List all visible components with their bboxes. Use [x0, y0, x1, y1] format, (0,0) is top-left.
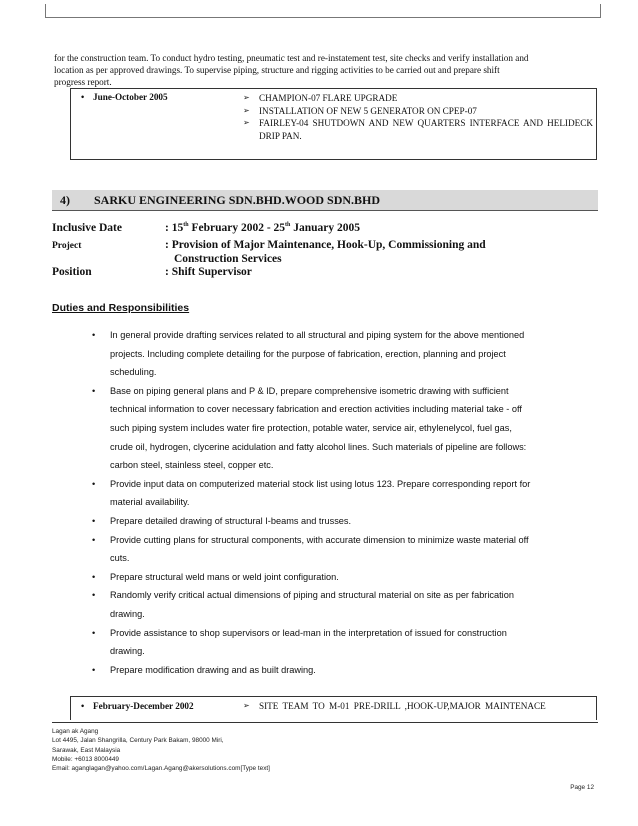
bullet-icon: • [92, 478, 96, 489]
arrow-bullet-icon: ➢ [243, 701, 250, 710]
list-item-text: CHAMPION-07 FLARE UPGRADE [259, 93, 398, 103]
duty-line: Provide cutting plans for structural components, with accurate dimension to minimize waste material off [110, 534, 529, 545]
duty-line: cuts. [110, 553, 130, 564]
list-item-text: FAIRLEY-04 SHUTDOWN AND NEW QUARTERS INTERFACE AND HELIDECK DRIP PAN. [259, 118, 593, 141]
project-value: : Provision of Major Maintenance, Hook-Up, Commissioning and [165, 239, 486, 251]
duty-line: drawing. [110, 646, 145, 657]
project-list [243, 92, 593, 142]
date-text: February-December 2002 [93, 701, 194, 711]
bullet-icon: • [92, 385, 96, 396]
duties-heading: Duties and Responsibilities [52, 302, 190, 314]
footer [52, 727, 598, 791]
list-item [243, 92, 593, 105]
arrow-bullet-icon: ➢ [243, 118, 250, 127]
duty-line: scheduling. [110, 367, 157, 378]
project-value-continued: Construction Services [174, 253, 282, 265]
inclusive-date-value: : 15th February 2002 - 25th January 2005 [165, 222, 361, 234]
intro-line: for the construction team. To conduct hydro testing, pneumatic test and re-instatement test, site checks and verify installation and [54, 53, 529, 63]
intro-paragraph [54, 52, 594, 88]
footer-address-2: Sarawak, East Malaysia [52, 746, 121, 754]
list-item [243, 105, 593, 118]
footer-address-1: Lot 4495, Jalan Shangrilla, Century Park Bakam, 98000 Miri, [52, 737, 224, 745]
bullet-icon: • [92, 590, 96, 601]
position-label: Position [52, 266, 92, 278]
date-text: June-October 2005 [93, 92, 168, 102]
page-number: Page 12 [570, 783, 594, 791]
project-table-2005 [70, 88, 597, 160]
duty-line: projects. Including complete detailing for the purpose of fabrication, erection, planning and project [110, 348, 506, 359]
duty-line: In general provide drafting services related to all structural and piping system for the above mentioned [110, 330, 525, 340]
duty-item [92, 512, 592, 531]
project-label: Project [52, 241, 82, 251]
position-value: : Shift Supervisor [165, 266, 252, 278]
bullet-icon: • [92, 515, 96, 526]
duty-item [92, 586, 592, 623]
duties-list [92, 326, 592, 679]
bullet-icon: • [92, 330, 96, 340]
duty-line: Prepare detailed drawing of structural I-beams and trusses. [110, 515, 352, 526]
section-number: 4) [60, 193, 70, 207]
duty-item [92, 624, 592, 661]
duty-line: carbon steel, stainless steel, copper etc. [110, 460, 274, 471]
duty-line: crude oil, hydrogen, clycerine acidulation and fatty alcohol lines. Such materials of pipeline are follows: [110, 441, 527, 452]
footer-mobile: Mobile: +6013 8000449 [52, 755, 119, 763]
list-item-text: SITE TEAM TO M-01 PRE-DRILL ,HOOK-UP,MAJOR MAINTENACE [259, 701, 546, 711]
duty-line: Provide assistance to shop supervisors or lead-man in the interpretation of issued for construction [110, 627, 507, 638]
footer-name: Lagan ak Agang [52, 728, 99, 735]
intro-line: location as per approved drawings. To supervise piping, structure and rigging activities to be carried out and prepare shift [54, 65, 500, 75]
footer-divider [52, 722, 598, 723]
duty-item [92, 531, 592, 568]
duty-item [92, 382, 592, 475]
duty-line: technical information to cover necessary fabrication and erection activities including material take - off [110, 404, 522, 415]
arrow-bullet-icon: ➢ [243, 105, 250, 115]
period-date [81, 701, 194, 711]
footer-email: Email: aganglagan@yahoo.com/Lagan.Agang@akersolutions.com[Type text] [52, 765, 270, 773]
intro-line: progress report. [54, 77, 112, 87]
duty-line: Base on piping general plans and P & ID, prepare comprehensive isometric drawing with sufficient [110, 385, 509, 396]
company-name: SARKU ENGINEERING SDN.BHD.WOOD SDN.BHD [94, 193, 381, 207]
bullet-icon: • [92, 627, 96, 638]
arrow-bullet-icon: ➢ [243, 93, 250, 102]
page-border [45, 4, 601, 18]
duty-item [92, 661, 592, 680]
duty-line: Prepare modification drawing and as built drawing. [110, 664, 316, 675]
duty-item [92, 326, 592, 382]
bullet-icon: • [92, 571, 96, 582]
list-item [243, 117, 593, 142]
duty-item [92, 475, 592, 512]
bullet-icon: • [92, 664, 96, 675]
inclusive-date-label: Inclusive Date [52, 222, 122, 234]
duty-line: Prepare structural weld mans or weld joint configuration. [110, 571, 339, 582]
project-table-2002 [70, 696, 597, 720]
duty-item [92, 568, 592, 587]
list-item [243, 701, 593, 711]
duty-line: such piping system includes water fire protection, potable water, service air, ethylenelycol, fuel gas, [110, 422, 512, 433]
bullet-icon: • [92, 534, 96, 545]
list-item-text: INSTALLATION OF NEW 5 GENERATOR ON CPEP-07 [259, 105, 477, 116]
bullet-icon: • [81, 92, 85, 102]
duty-line: drawing. [110, 608, 145, 619]
duty-line: Provide input data on computerized material stock list using lotus 123. Prepare corresponding report for [110, 478, 531, 489]
bullet-icon: • [81, 701, 85, 711]
duty-line: Randomly verify critical actual dimensions of piping and structural material on site as per fabrication [110, 590, 514, 601]
section-header [52, 190, 598, 211]
period-date [81, 92, 168, 102]
duty-line: material availability. [110, 497, 190, 508]
